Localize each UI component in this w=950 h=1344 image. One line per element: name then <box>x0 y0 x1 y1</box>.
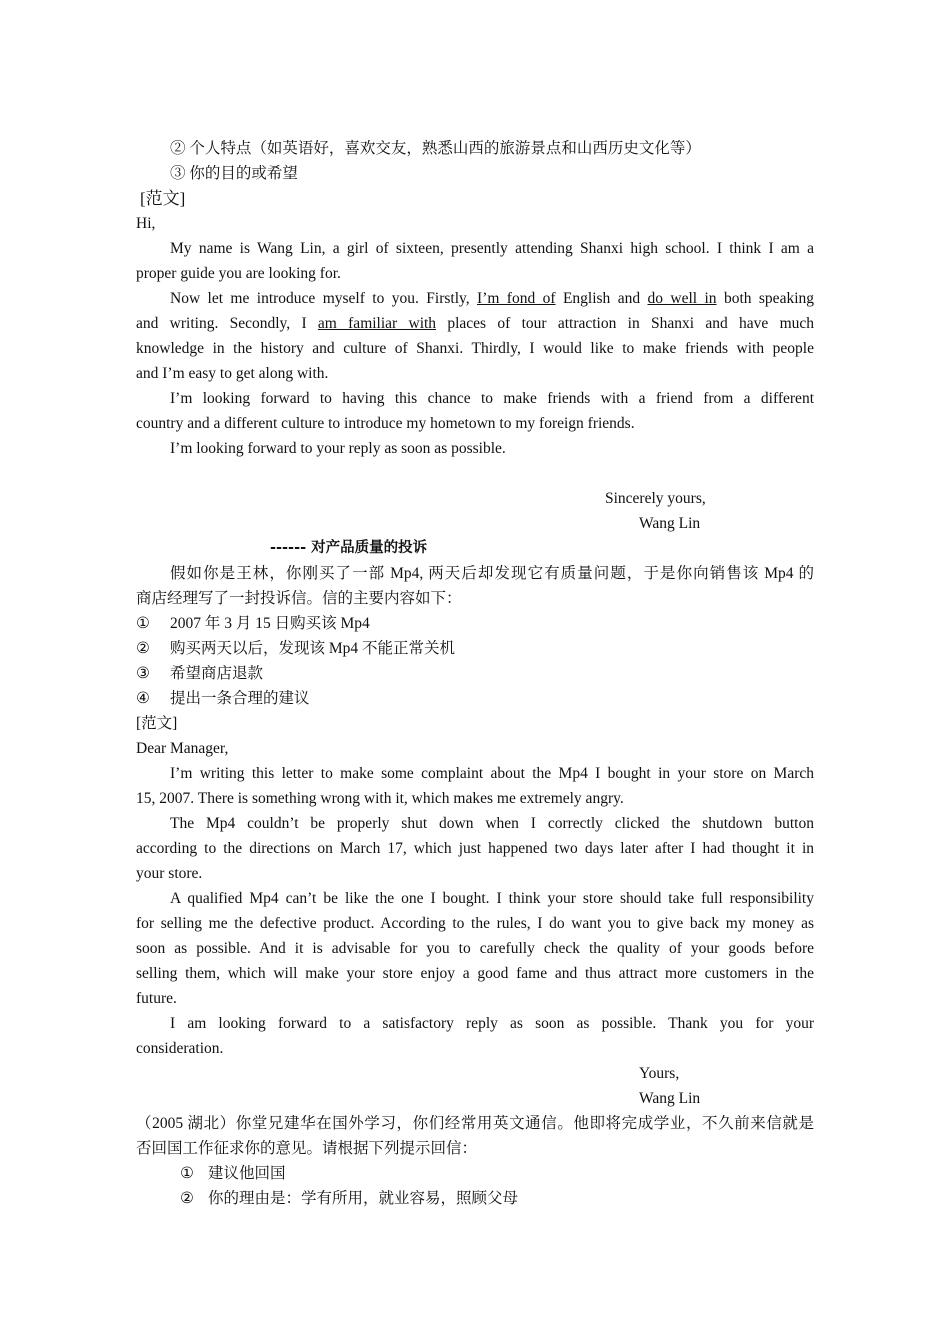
task3-point-2: ② 你的理由是：学有所用，就业容易，照顾父母 <box>180 1190 519 1207</box>
task2-para1-line2: 15, 2007. There is something wrong with it, which makes me extremely angry. <box>136 790 624 807</box>
task2-para2-line3: your store. <box>136 865 203 882</box>
task2-intro-line2: 商店经理写了一封投诉信。信的主要内容如下： <box>136 590 462 607</box>
phrase-fond-of: I’m fond of <box>477 290 556 307</box>
task3-point-1: ① 建议他回国 <box>180 1165 286 1182</box>
task1-para4: I’m looking forward to your reply as soon as possible. <box>170 440 506 457</box>
phrase-do-well-in: do well in <box>647 290 717 307</box>
task1-signature: Wang Lin <box>639 515 701 532</box>
task2-para3-line5: future. <box>136 990 177 1007</box>
task1-model-label: [范文] <box>140 189 186 208</box>
task2-point-1: ① 2007 年 3 月 15 日购买该 Mp4 <box>136 615 370 632</box>
task1-point-2: ② 个人特点（如英语好，喜欢交友，熟悉山西的旅游景点和山西历史文化等） <box>170 140 701 157</box>
task1-para3-line2: country and a different culture to introduce my hometown to my foreign friends. <box>136 415 635 432</box>
task2-para2-line1: The Mp4 couldn’t be properly shut down when I correctly clicked the shutdown button <box>170 815 814 832</box>
task3-intro-line1: （2005 湖北）你堂兄建华在国外学习，你们经常用英文通信。他即将完成学业，不久前来信就是 <box>136 1115 814 1132</box>
task2-para3-line2: for selling me the defective product. According to the rules, I do want you to give back my money as <box>136 915 814 932</box>
task1-closing: Sincerely yours, <box>605 490 706 507</box>
task1-point-3: ③ 你的目的或希望 <box>170 165 298 182</box>
task2-signature: Wang Lin <box>639 1090 701 1107</box>
task2-para4-line1: I am looking forward to a satisfactory reply as soon as possible. Thank you for your <box>170 1015 814 1032</box>
task2-intro-line1: 假如你是王林，你刚买了一部 Mp4, 两天后却发现它有质量问题，于是你向销售该 Mp4 的 <box>170 565 814 582</box>
task1-para1-line2: proper guide you are looking for. <box>136 265 341 282</box>
task2-para4-line2: consideration. <box>136 1040 224 1057</box>
task2-para3-line3: soon as possible. And it is advisable for you to carefully check the quality of your goods before <box>136 940 814 957</box>
task2-para2-line2: according to the directions on March 17, which just happened two days later after I had thought it in <box>136 840 814 857</box>
task2-greeting: Dear Manager, <box>136 740 229 757</box>
task1-para2-line1: Now let me introduce myself to you. Firstly, I’m fond of English and do well in both speaking <box>170 290 815 307</box>
task2-closing: Yours, <box>639 1065 680 1082</box>
task1-para2-line4: and I’m easy to get along with. <box>136 365 329 382</box>
task3-intro-line2: 否回国工作征求你的意见。请根据下列提示回信： <box>136 1140 478 1157</box>
task2-point-2: ② 购买两天以后，发现该 Mp4 不能正常关机 <box>136 640 456 657</box>
task2-title: ------ 对产品质量的投诉 <box>270 540 428 556</box>
task2-point-4: ④ 提出一条合理的建议 <box>136 690 310 707</box>
task2-para3-line1: A qualified Mp4 can’t be like the one I bought. I think your store should take full responsibility <box>170 890 814 907</box>
task2-para1-line1: I’m writing this letter to make some complaint about the Mp4 I bought in your store on March <box>170 765 814 782</box>
task1-para2-line3: knowledge in the history and culture of Shanxi. Thirdly, I would like to make friends with people <box>136 340 814 357</box>
task2-model-label: [范文] <box>136 715 178 732</box>
task1-para3-line1: I’m looking forward to having this chance to make friends with a friend from a different <box>170 390 814 407</box>
task1-greeting: Hi, <box>136 215 156 232</box>
document-page <box>136 136 814 1211</box>
phrase-familiar-with: am familiar with <box>317 315 437 332</box>
task1-para2-line2: and writing. Secondly, I am familiar with places of tour attraction in Shanxi and have much <box>136 315 814 332</box>
task2-point-3: ③ 希望商店退款 <box>136 665 264 682</box>
task1-para1-line1: My name is Wang Lin, a girl of sixteen, presently attending Shanxi high school. I think I am a <box>170 240 814 257</box>
task2-para3-line4: selling them, which will make your store enjoy a good fame and thus attract more customers in the <box>136 965 814 982</box>
